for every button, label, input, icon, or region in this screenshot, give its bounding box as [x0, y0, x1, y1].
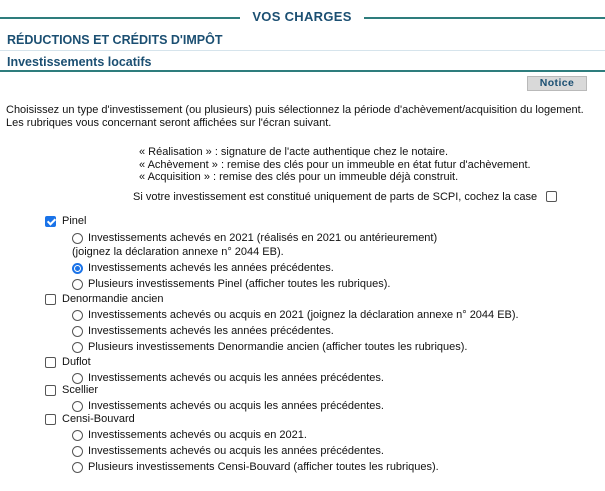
- scellier-option-1-label: Investissements achevés ou acquis les années précédentes.: [88, 400, 384, 412]
- censi-bouvard-option-1-label: Investissements achevés ou acquis en 2021.: [88, 429, 307, 441]
- duflot-option-1-label: Investissements achevés ou acquis les années précédentes.: [88, 372, 384, 384]
- definition-acquisition: « Acquisition » : remise des clés pour un immeuble déjà construit.: [139, 171, 459, 183]
- censi-bouvard-option-3-radio[interactable]: [72, 462, 83, 473]
- pinel-option-2-label: Investissements achevés les années précédentes.: [88, 262, 334, 274]
- scellier-label: Scellier: [62, 384, 99, 396]
- pinel-label: Pinel: [62, 215, 87, 227]
- denormandie-option-3-label: Plusieurs investissements Denormandie ancien (afficher toutes les rubriques).: [88, 341, 468, 353]
- pinel-option-1-radio[interactable]: [72, 233, 83, 244]
- scpi-row: [133, 191, 557, 203]
- section-heading: RÉDUCTIONS ET CRÉDITS D'IMPÔT: [7, 33, 223, 47]
- scpi-label: Si votre investissement est constitué uniquement de parts de SCPI, cochez la case: [133, 191, 538, 203]
- subsection-heading: Investissements locatifs: [7, 55, 152, 69]
- denormandie-checkbox[interactable]: [45, 294, 56, 305]
- duflot-checkbox[interactable]: [45, 357, 56, 368]
- denormandie-option-2-radio[interactable]: [72, 326, 83, 337]
- duflot-option-1-radio[interactable]: [72, 373, 83, 384]
- title-rule-right: [364, 17, 605, 19]
- denormandie-option-3-radio[interactable]: [72, 342, 83, 353]
- pinel-option-1-note: (joignez la déclaration annexe n° 2044 EB).: [72, 246, 284, 258]
- definition-realisation: « Réalisation » : signature de l'acte authentique chez le notaire.: [139, 146, 449, 158]
- pinel-option-1-line-2: [72, 246, 284, 259]
- definition-achevement: « Achèvement » : remise des clés pour un immeuble en état futur d'achèvement.: [139, 158, 531, 171]
- censi-bouvard-option-3-label: Plusieurs investissements Censi-Bouvard (afficher toutes les rubriques).: [88, 461, 439, 473]
- denormandie-option-1-label: Investissements achevés ou acquis en 2021 (joignez la déclaration annexe n° 2044 EB).: [88, 309, 519, 321]
- denormandie-option-1-radio[interactable]: [72, 310, 83, 321]
- pinel-option-2-radio[interactable]: [72, 263, 83, 274]
- denormandie-option-2-label: Investissements achevés les années précédentes.: [88, 325, 334, 337]
- title-rule-left: [0, 17, 240, 19]
- intro-text: [6, 104, 601, 130]
- censi-bouvard-option-2-radio[interactable]: [72, 446, 83, 457]
- scpi-checkbox[interactable]: [546, 191, 557, 202]
- scellier-checkbox[interactable]: [45, 385, 56, 396]
- pinel-checkbox[interactable]: [45, 216, 56, 227]
- censi-bouvard-label: Censi-Bouvard: [62, 413, 135, 425]
- subsection-bar: [0, 50, 605, 72]
- page-title-bar: [0, 8, 605, 26]
- denormandie-label: Denormandie ancien: [62, 293, 164, 305]
- page-title: VOS CHARGES: [252, 9, 352, 24]
- intro-line-1: Choisissez un type d'investissement (ou plusieurs) puis sélectionnez la période d'achèvement/acquisition du logement.: [6, 104, 584, 116]
- duflot-label: Duflot: [62, 356, 91, 368]
- intro-line-2: Les rubriques vous concernant seront affichées sur l'écran suivant.: [6, 117, 332, 129]
- censi-bouvard-checkbox[interactable]: [45, 414, 56, 425]
- definitions: [139, 146, 531, 184]
- pinel-option-3-label: Plusieurs investissements Pinel (afficher toutes les rubriques).: [88, 278, 391, 290]
- pinel-option-3-radio[interactable]: [72, 279, 83, 290]
- censi-bouvard-option-1-radio[interactable]: [72, 430, 83, 441]
- scellier-option-1-radio[interactable]: [72, 401, 83, 412]
- censi-bouvard-option-2-label: Investissements achevés ou acquis les années précédentes.: [88, 445, 384, 457]
- pinel-option-1-label: Investissements achevés en 2021 (réalisés en 2021 ou antérieurement): [88, 232, 438, 244]
- notice-button[interactable]: Notice: [527, 76, 587, 91]
